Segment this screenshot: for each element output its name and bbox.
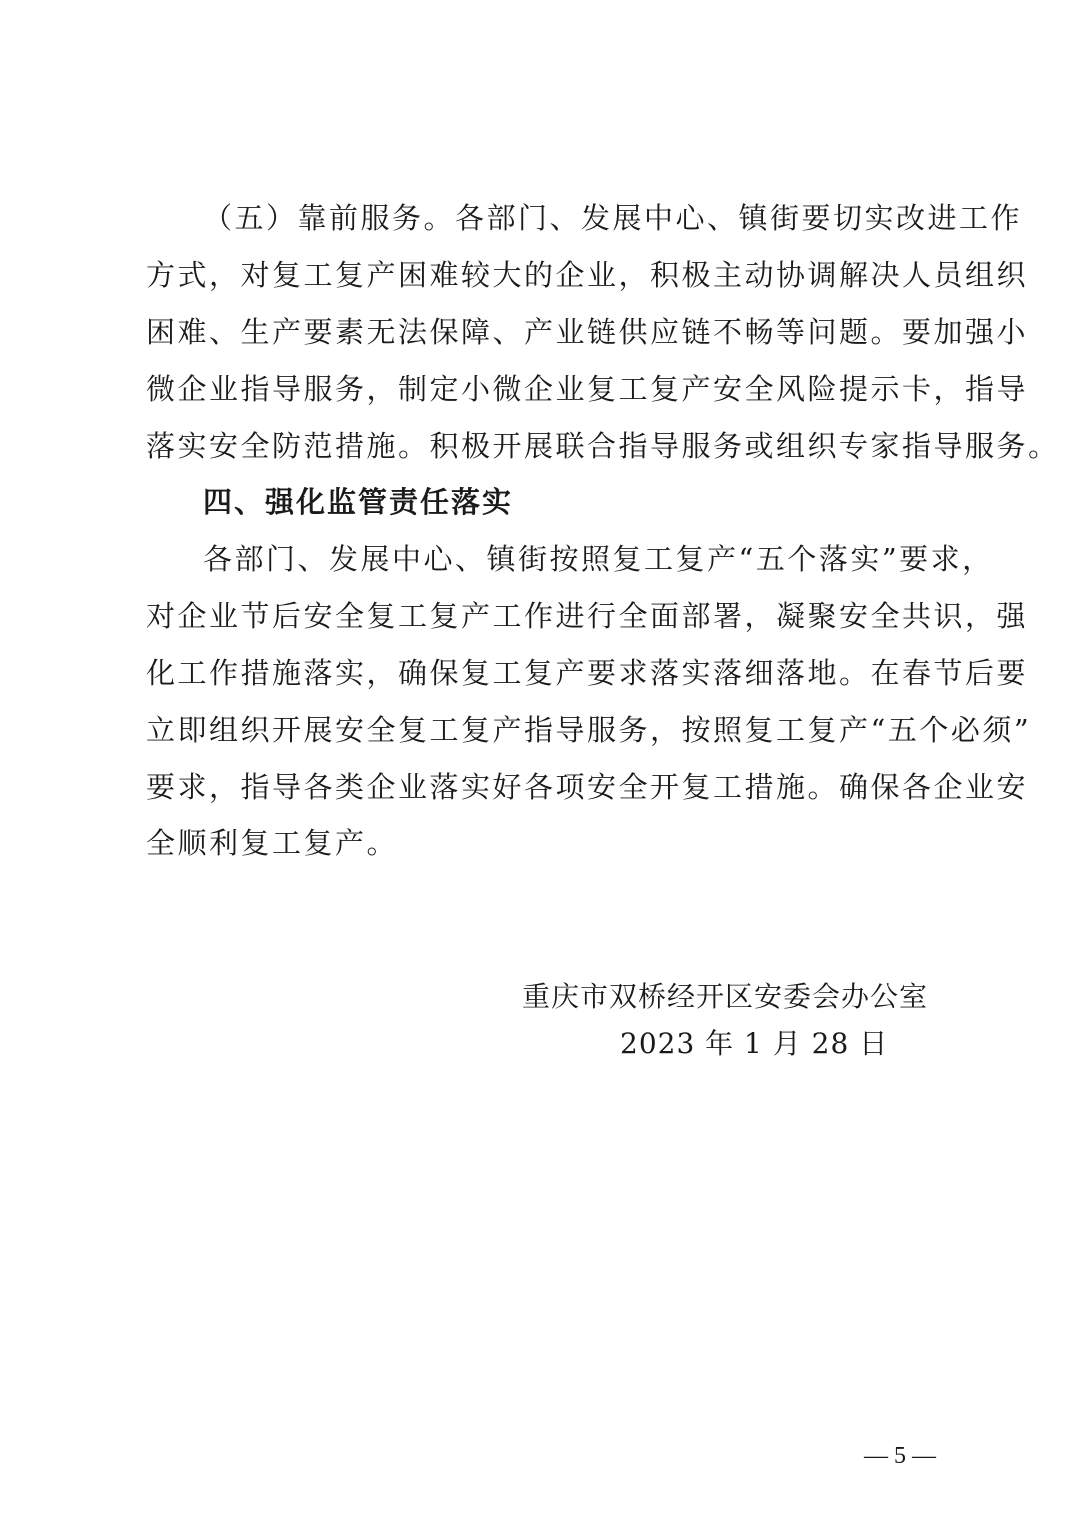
signature-date: 2023 年 1 月 28 日 [620, 1027, 889, 1060]
paragraph-line: 方式，对复工复产困难较大的企业，积极主动协调解决人员组织 [146, 258, 1029, 292]
signature-organization: 重庆市双桥经开区安委会办公室 [522, 980, 929, 1013]
paragraph-line: 全顺利复工复产。 [146, 826, 399, 860]
paragraph-line: 化工作措施落实，确保复工复产要求落实落细落地。在春节后要 [146, 656, 1029, 690]
paragraph-line: 要求，指导各类企业落实好各项安全开复工措施。确保各企业安 [146, 770, 1029, 804]
paragraph-line: 困难、生产要素无法保障、产业链供应链不畅等问题。要加强小 [146, 315, 1029, 349]
paragraph-line: 落实安全防范措施。积极开展联合指导服务或组织专家指导服务。 [146, 429, 1060, 463]
paragraph-line: 微企业指导服务，制定小微企业复工复产安全风险提示卡，指导 [146, 372, 1029, 406]
section-heading: 四、强化监管责任落实 [203, 485, 514, 519]
paragraph-line: 立即组织开展安全复工复产指导服务，按照复工复产“五个必须” [146, 713, 1032, 747]
paragraph-line: 对企业节后安全复工复产工作进行全面部署，凝聚安全共识，强 [146, 599, 1029, 633]
paragraph-line: 各部门、发展中心、镇街按照复工复产“五个落实”要求， [203, 542, 994, 576]
paragraph-line: （五）靠前服务。各部门、发展中心、镇街要切实改进工作 [203, 201, 1023, 235]
page-number: — 5 — [864, 1443, 936, 1469]
